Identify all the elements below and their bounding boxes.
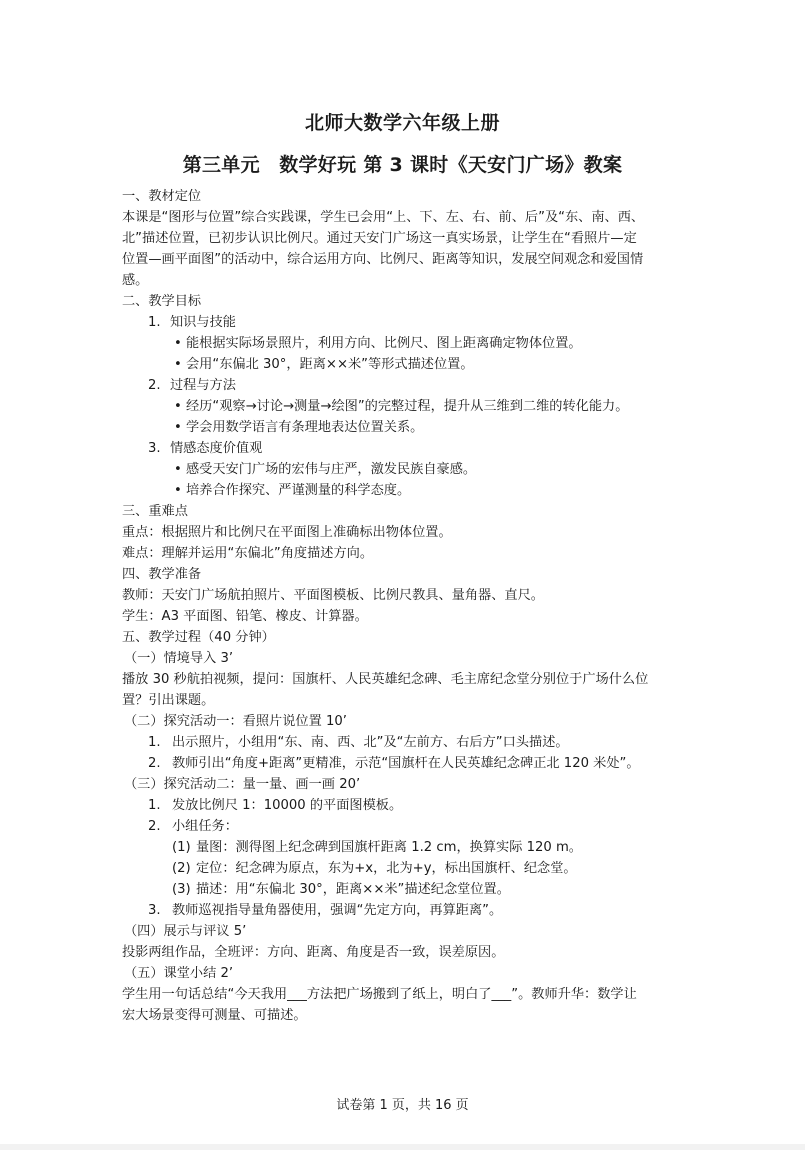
bullet-text: 经历“观察→讨论→测量→绘图”的完整过程，提升从三维到二维的转化能力。 [186,399,629,414]
section-1-heading: 一、教材定位 [122,189,202,204]
goal-number: 2. [148,378,161,393]
section-3-heading: 三、重难点 [122,504,188,519]
bullet-item [122,396,692,417]
step-item [122,900,692,921]
phase-title: （三）探究活动二：量一量、画一画 20’ [124,777,361,792]
goal-item [122,375,692,396]
step-item [122,753,692,774]
bullet-icon: • [174,462,182,477]
bullet-text: 感受天安门广场的宏伟与庄严，激发民族自豪感。 [186,462,477,477]
bullet-icon: • [174,399,182,414]
paragraph-line: 北”描述位置，已初步认识比例尺。通过天安门广场这一真实场景，让学生在“看照片—定 [122,231,637,246]
bullet-icon: • [174,336,182,351]
goal-number: 3. [148,441,161,456]
paragraph-line: 本课是“图形与位置”综合实践课，学生已会用“上、下、左、右、前、后”及“东、南、西、 [122,210,645,225]
step-text: 发放比例尺 1：10000 的平面图模板。 [172,798,403,813]
step-text: 教师引出“角度+距离”更精准，示范“国旗杆在人民英雄纪念碑正北 120 米处”。 [172,756,640,771]
bullet-item [122,459,692,480]
section-4-heading: 四、教学准备 [122,567,202,582]
sub-step-number: (3) [172,882,191,897]
key-point: 重点：根据照片和比例尺在平面图上准确标出物体位置。 [122,525,452,540]
goal-label: 知识与技能 [170,315,236,330]
bullet-text: 能根据实际场景照片，利用方向、比例尺、图上距离确定物体位置。 [186,336,582,351]
sub-step-item [122,858,692,879]
paragraph-line: 感。 [122,273,149,288]
bullet-item [122,333,692,354]
phase-title: （二）探究活动一：看照片说位置 10’ [124,714,347,729]
step-text: 小组任务： [172,819,238,834]
goal-label: 情感态度价值观 [170,441,263,456]
section-2-heading: 二、教学目标 [122,294,202,309]
goal-number: 1. [148,315,161,330]
goal-item [122,312,692,333]
phase-title: （四）展示与评议 5’ [124,924,247,939]
teacher-materials: 教师：天安门广场航拍照片、平面图模板、比例尺教具、量角器、直尺。 [122,588,544,603]
step-item [122,795,692,816]
step-text: 出示照片，小组用“东、南、西、北”及“左前方、右后方”口头描述。 [172,735,569,750]
paragraph-line: 学生用一句话总结“今天我用___方法把广场搬到了纸上，明白了___”。教师升华：数学让 [122,987,637,1002]
sub-step-number: (2) [172,861,191,876]
document-title: 北师大数学六年级上册 [304,112,500,134]
step-number: 1. [148,735,161,750]
step-text: 教师巡视指导量角器使用，强调“先定方向，再算距离”。 [172,903,503,918]
sub-step-item [122,879,692,900]
sub-step-text: 描述：用“东偏北 30°，距离××米”描述纪念堂位置。 [196,882,510,897]
step-number: 2. [148,756,161,771]
document-subtitle: 第三单元 数学好玩 第 3 课时《天安门广场》教案 [182,154,623,176]
page-bottom-band [0,1144,805,1150]
paragraph-line: 投影两组作品，全班评：方向、距离、角度是否一致，误差原因。 [122,945,505,960]
step-number: 2. [148,819,161,834]
paragraph-line: 位置—画平面图”的活动中，综合运用方向、比例尺、距离等知识，发展空间观念和爱国情 [122,252,644,267]
bullet-item [122,480,692,501]
phase-title: （一）情境导入 3’ [124,651,234,666]
bullet-text: 学会用数学语言有条理地表达位置关系。 [186,420,424,435]
step-number: 3. [148,903,161,918]
bullet-item [122,354,692,375]
student-materials: 学生：A3 平面图、铅笔、橡皮、计算器。 [122,609,368,624]
phase-title: （五）课堂小结 2’ [124,966,234,981]
bullet-icon: • [174,420,182,435]
bullet-text: 培养合作探究、严谨测量的科学态度。 [186,483,411,498]
sub-step-number: (1) [172,840,191,855]
paragraph-line: 播放 30 秒航拍视频，提问：国旗杆、人民英雄纪念碑、毛主席纪念堂分别位于广场什么位 [122,672,649,687]
bullet-item [122,417,692,438]
bullet-icon: • [174,483,182,498]
step-number: 1. [148,798,161,813]
lesson-content [122,186,692,1026]
step-item [122,732,692,753]
difficult-point: 难点：理解并运用“东偏北”角度描述方向。 [122,546,374,561]
page-footer: 试卷第 1 页，共 16 页 [336,1098,469,1113]
goal-item [122,438,692,459]
step-item [122,816,692,837]
bullet-text: 会用“东偏北 30°，距离××米”等形式描述位置。 [186,357,474,372]
paragraph-line: 宏大场景变得可测量、可描述。 [122,1008,307,1023]
goal-label: 过程与方法 [170,378,236,393]
bullet-icon: • [174,357,182,372]
section-5-heading: 五、教学过程（40 分钟） [122,630,275,645]
paragraph-line: 置？引出课题。 [122,693,215,708]
sub-step-item [122,837,692,858]
sub-step-text: 定位：纪念碑为原点，东为+x，北为+y，标出国旗杆、纪念堂。 [196,861,577,876]
sub-step-text: 量图：测得图上纪念碑到国旗杆距离 1.2 cm，换算实际 120 m。 [196,840,582,855]
